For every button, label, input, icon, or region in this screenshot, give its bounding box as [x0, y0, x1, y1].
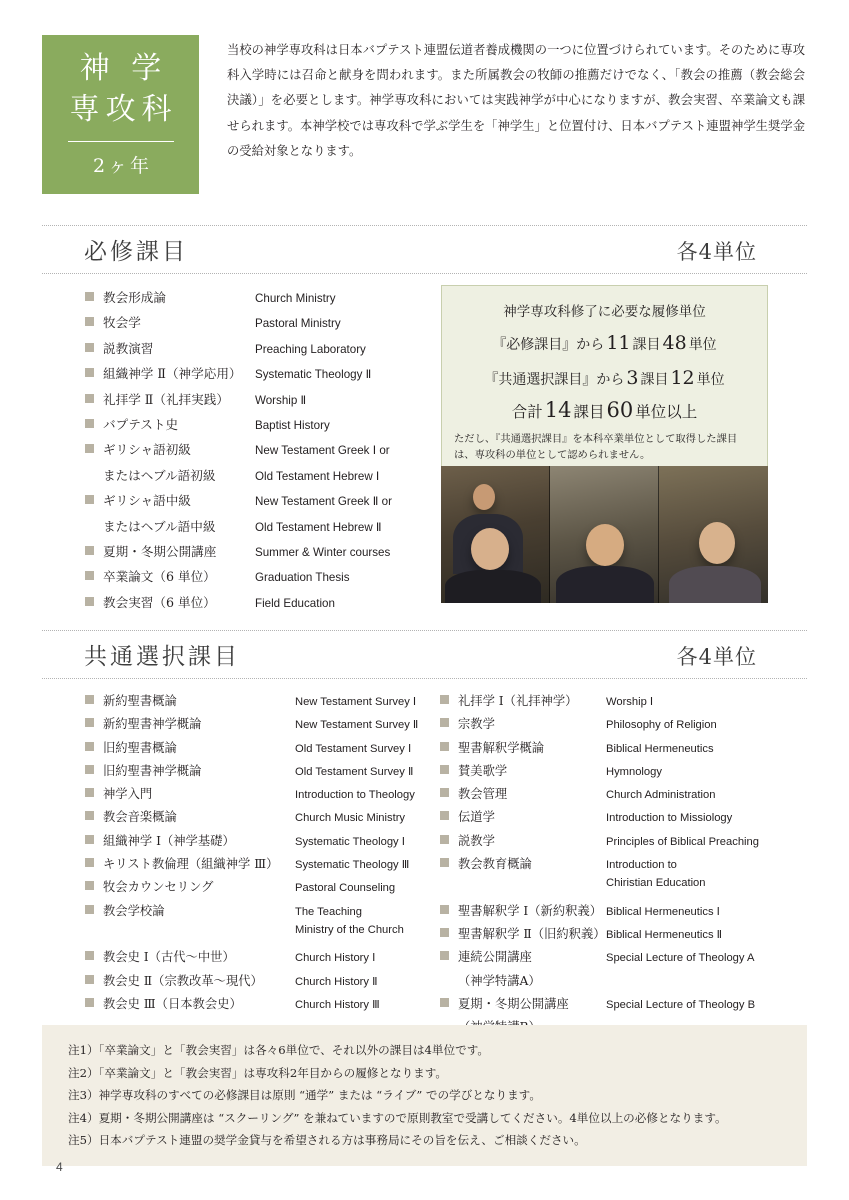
course-row [85, 338, 430, 361]
course-bullet-icon [85, 495, 94, 504]
course-name-ja: 卒業論文（6 単位） [103, 569, 216, 585]
course-row [85, 947, 430, 968]
course-name-en: Worship Ⅰ [606, 696, 654, 708]
credit-elective-courses: 3 [626, 366, 639, 389]
course-name-ja: 教会音楽概論 [103, 810, 177, 825]
credit-total-units: 60 [606, 398, 634, 422]
course-bullet-icon [85, 444, 94, 453]
course-name-en: Old Testament Survey Ⅱ [295, 765, 414, 778]
elective-course-list-right [440, 691, 790, 1040]
course-name-en: Church History Ⅱ [295, 975, 378, 988]
course-name-ja: 組織神学 Ⅱ（神学応用） [103, 366, 242, 382]
course-name-en: Church History Ⅰ [295, 952, 376, 965]
course-name-en: Principles of Biblical Preaching [606, 835, 759, 848]
credit-box-title: 神学専攻科修了に必要な履修単位 [503, 304, 706, 320]
course-name-en: Systematic Theology Ⅲ [295, 859, 410, 872]
course-row [440, 738, 790, 759]
course-bullet-icon [85, 597, 94, 606]
course-name-en: Philosophy of Religion [606, 719, 717, 732]
course-name-ja: 礼拝学 Ⅱ（礼拝実践） [103, 391, 229, 407]
course-name-ja: ギリシャ語初級 [103, 442, 191, 458]
course-bullet-icon [440, 811, 449, 820]
course-row [85, 312, 430, 335]
course-row [440, 877, 790, 898]
footnote-line: 注2）「卒業論文」と「教会実習」は専攻科2年目からの履修となります。 [68, 1065, 448, 1080]
elective-section-header [42, 630, 807, 679]
course-name-en: New Testament Survey Ⅱ [295, 719, 419, 732]
course-name-ja: 旧約聖書神学概論 [103, 763, 202, 778]
course-bullet-icon [85, 881, 94, 890]
course-row [85, 490, 430, 513]
course-row [85, 971, 430, 992]
course-bullet-icon [440, 876, 449, 885]
course-name-en: Church Administration [606, 789, 716, 802]
credit-required-pre: 『必修課目』から [492, 337, 605, 353]
credit-elective-pre: 『共通選択課目』から [484, 371, 625, 388]
course-name-en: Old Testament Survey Ⅰ [295, 742, 412, 755]
course-row [85, 691, 430, 712]
course-row [85, 465, 430, 488]
credit-box-elective-line [452, 364, 757, 393]
course-name-ja: またはヘブル語初級 [103, 467, 216, 483]
credit-required-mid: 課目 [632, 337, 661, 353]
course-name-ja: 連続公開講座 [458, 950, 532, 965]
photo-pane-right [659, 466, 768, 603]
credit-total-courses: 14 [544, 398, 572, 422]
course-bullet-icon [440, 928, 449, 937]
course-row [85, 807, 430, 828]
course-name-en: New Testament Greek Ⅰ or [255, 444, 390, 458]
required-section-title: 必修課目 [84, 239, 188, 265]
course-bullet-icon [440, 858, 449, 867]
course-name-en: Systematic Theology Ⅱ [255, 368, 372, 382]
footnotes-block [42, 1025, 807, 1166]
program-introduction: 当校の神学専攻科は日本バプテスト連盟伝道者養成機関の一つに位置づけられています。そのために専攻科入学時には召命と献身を問われます。また所属教会の牧師の推薦だけでなく、「教会の推薦（教会総会決議）」を必要とします。神学専攻科においては実践神学が中心になりますが、教会実習、卒業論文も課せられます。本神学校では専攻科で学ぶ学生を「神学生」と位置付け、日本バプテスト連盟神学生奨学金の受給対象となります。 [227, 43, 805, 158]
course-bullet-icon [85, 718, 94, 727]
elective-section-title: 共通選択課目 [84, 644, 240, 670]
course-name-en: Biblical Hermeneutics [606, 742, 714, 755]
course-name-ja: 伝道学 [458, 810, 495, 825]
photo-pane-left [441, 466, 550, 603]
course-row [85, 414, 430, 437]
course-bullet-icon [440, 695, 449, 704]
course-name-ja: バプテスト史 [103, 416, 179, 432]
course-name-ja: 教会史 Ⅲ（日本教会史） [103, 996, 242, 1011]
footnote-line: 注3）神学専攻科のすべての必修課目は原則 “通学” または “ライブ” での学びとなります。 [68, 1088, 541, 1103]
course-name-en: Church History Ⅲ [295, 998, 380, 1011]
course-name-en: New Testament Greek Ⅱ or [255, 495, 392, 509]
person-head [586, 524, 624, 566]
footnote-line: 注5）日本バプテスト連盟の奨学金貸与を希望される方は事務局にその旨を伝え、ご相談ください。 [68, 1133, 586, 1148]
course-name-en: Biblical Hermeneutics Ⅱ [606, 928, 723, 941]
course-name-ja: 賛美歌学 [458, 763, 508, 778]
course-bullet-icon [85, 905, 94, 914]
course-row [85, 994, 430, 1015]
course-row [85, 738, 430, 759]
page-number: 4 [56, 1160, 63, 1174]
course-row [440, 807, 790, 828]
elective-course-list-left [85, 691, 430, 1017]
course-bullet-icon [85, 742, 94, 751]
credit-required-post: 単位 [688, 337, 717, 353]
course-bullet-icon [85, 788, 94, 797]
course-bullet-icon [440, 788, 449, 797]
course-row [440, 761, 790, 782]
course-bullet-icon [85, 521, 94, 530]
course-name-ja: 教会形成論 [103, 290, 166, 305]
course-name-ja: 聖書解釈学概論 [458, 740, 545, 755]
person-head [471, 528, 509, 570]
course-name-en: Chiristian Education [606, 877, 706, 890]
course-name-en: Field Education [255, 596, 335, 610]
course-name-ja: 組織神学 Ⅰ（神学基礎） [103, 833, 235, 848]
course-name-ja: 夏期・冬期公開講座 [458, 996, 569, 1011]
course-row [440, 691, 790, 712]
course-name-en: Summer & Winter courses [255, 545, 391, 559]
required-section-credits: 各4単位 [676, 240, 757, 264]
course-name-ja: ギリシャ語中級 [103, 493, 191, 509]
course-name-en: Introduction to Theology [295, 789, 415, 802]
course-row [85, 854, 430, 875]
credit-total-pre: 合計 [511, 403, 543, 421]
photo-pane-center [550, 466, 659, 603]
course-row [85, 541, 430, 564]
course-bullet-icon [85, 368, 94, 377]
person-body [669, 566, 761, 603]
course-row [440, 831, 790, 852]
course-name-ja: 教会実習（6 単位） [103, 594, 216, 610]
course-name-en: Pastoral Counseling [295, 882, 396, 895]
person-body [556, 566, 654, 603]
course-row [85, 287, 430, 310]
course-bullet-icon [85, 317, 94, 326]
course-name-en: Special Lecture of Theology B [606, 998, 756, 1011]
course-row [440, 714, 790, 735]
course-name-en: Worship Ⅱ [255, 393, 307, 407]
course-row [85, 831, 430, 852]
course-name-ja: 教会史 Ⅱ（宗教改革〜現代） [103, 973, 263, 988]
course-bullet-icon [440, 765, 449, 774]
course-row [85, 592, 430, 615]
course-row [440, 901, 790, 922]
course-name-ja: 教会管理 [458, 787, 508, 802]
course-bullet-icon [85, 923, 94, 932]
program-duration: 2ヶ年 [92, 155, 153, 177]
course-name-en: Introduction to Missiology [606, 812, 733, 825]
program-title-block [42, 35, 199, 194]
course-bullet-icon [85, 546, 94, 555]
course-name-en: Special Lecture of Theology A [606, 952, 755, 965]
course-row [85, 389, 430, 412]
course-name-ja: 説教学 [458, 833, 495, 848]
page-header [42, 35, 807, 194]
footnote-line: 注1）「卒業論文」と「教会実習」は各々6単位で、それ以外の課目は4単位です。 [68, 1043, 489, 1057]
course-row [440, 971, 790, 992]
course-name-en: Biblical Hermeneutics Ⅰ [606, 905, 720, 918]
course-name-ja: 礼拝学 Ⅰ（礼拝神学） [458, 694, 578, 708]
course-row [85, 924, 430, 945]
course-name-ja: 宗教学 [458, 717, 495, 732]
course-name-ja: 夏期・冬期公開講座 [103, 543, 217, 559]
course-row [440, 784, 790, 805]
course-name-en: Hymnology [606, 765, 662, 778]
course-bullet-icon [85, 470, 94, 479]
program-title-line-2: 専攻科 [69, 91, 178, 127]
photo-divider [549, 466, 550, 603]
course-bullet-icon [440, 718, 449, 727]
course-name-en: Church Ministry [255, 292, 336, 305]
person-head [473, 484, 495, 510]
course-name-en: Introduction to [606, 859, 677, 872]
course-name-ja: 牧会カウンセリング [103, 880, 214, 895]
course-bullet-icon [440, 951, 449, 960]
course-name-ja: 説教演習 [103, 340, 154, 356]
elective-section-credits: 各4単位 [676, 645, 757, 669]
course-name-ja: またはヘブル語中級 [103, 518, 216, 534]
course-bullet-icon [85, 811, 94, 820]
course-name-ja: 神学入門 [103, 787, 153, 802]
course-bullet-icon [85, 394, 94, 403]
credit-elective-mid: 課目 [640, 371, 669, 388]
classroom-photo [441, 466, 768, 603]
course-row [85, 566, 430, 589]
course-name-ja: 聖書解釈学 Ⅰ（新約釈義） [458, 903, 603, 918]
course-name-en: Church Music Ministry [295, 812, 406, 825]
credit-total-post: 単位以上 [635, 403, 698, 421]
credit-requirement-box [441, 285, 768, 477]
course-name-ja: 牧会学 [103, 315, 141, 331]
course-bullet-icon [85, 419, 94, 428]
course-row [85, 761, 430, 782]
credit-box-note: ただし、『共通選択課目』を本科卒業単位として取得した課目は、専攻科の単位として認められません。 [454, 433, 738, 462]
course-name-en: Ministry of the Church [295, 923, 404, 936]
required-section-header [42, 225, 807, 274]
course-bullet-icon [85, 571, 94, 580]
course-row [85, 439, 430, 462]
course-row [440, 854, 790, 875]
course-name-en: Systematic Theology Ⅰ [295, 835, 406, 848]
course-bullet-icon [85, 951, 94, 960]
credit-elective-units: 12 [670, 366, 695, 389]
course-row [85, 714, 430, 735]
footnote-line: 注4）夏期・冬期公開講座は “スクーリング” を兼ねていますので原則教室で受講してください。4単位以上の必修となります。 [68, 1110, 727, 1125]
course-name-en: Baptist History [255, 418, 330, 432]
course-bullet-icon [85, 695, 94, 704]
course-bullet-icon [440, 998, 449, 1007]
course-row [440, 947, 790, 968]
person-body [445, 570, 541, 603]
course-name-en: Graduation Thesis [255, 571, 350, 585]
course-name-en: Old Testament Hebrew Ⅱ [255, 520, 382, 534]
course-name-ja: 聖書解釈学 Ⅱ（旧約釈義） [458, 926, 606, 941]
title-divider [68, 141, 174, 142]
credit-box-required-line [452, 329, 757, 358]
course-bullet-icon [440, 835, 449, 844]
course-name-en: Old Testament Hebrew Ⅰ [255, 469, 380, 483]
credit-required-units: 48 [662, 332, 687, 354]
course-bullet-icon [85, 343, 94, 352]
course-bullet-icon [85, 765, 94, 774]
photo-divider [658, 466, 659, 603]
course-bullet-icon [85, 858, 94, 867]
course-row [440, 924, 790, 945]
course-name-ja: 新約聖書概論 [103, 694, 177, 708]
course-row [85, 784, 430, 805]
course-name-ja: 旧約聖書概論 [103, 740, 177, 755]
course-name-ja: キリスト教倫理（組織神学 Ⅲ） [103, 857, 279, 872]
credit-elective-post: 単位 [696, 371, 725, 388]
course-bullet-icon [440, 742, 449, 751]
course-row [85, 363, 430, 386]
course-bullet-icon [85, 292, 94, 301]
course-name-ja: 教会史 Ⅰ（古代〜中世） [103, 950, 235, 965]
person-head [699, 522, 735, 564]
course-name-en: Preaching Laboratory [255, 342, 366, 356]
course-row [85, 516, 430, 539]
course-name-en: New Testament Survey Ⅰ [295, 696, 417, 708]
program-title-line-1: 神 学 [79, 51, 168, 86]
course-name-en: Pastoral Ministry [255, 317, 341, 331]
course-bullet-icon [85, 975, 94, 984]
course-bullet-icon [85, 998, 94, 1007]
course-name-ja: 新約聖書神学概論 [103, 717, 202, 732]
course-name-ja: （神学特講A） [458, 973, 541, 988]
course-name-ja: 教会教育概論 [458, 857, 532, 872]
credit-total-mid: 課目 [573, 403, 605, 421]
course-name-en: The Teaching [295, 905, 362, 918]
course-bullet-icon [440, 975, 449, 984]
credit-box-total-line [452, 398, 757, 422]
course-bullet-icon [440, 905, 449, 914]
credit-required-courses: 11 [606, 332, 631, 354]
course-name-ja: 教会学校論 [103, 903, 165, 918]
course-row [440, 994, 790, 1015]
course-row [85, 877, 430, 898]
course-row [85, 901, 430, 922]
course-bullet-icon [85, 835, 94, 844]
required-course-list [85, 287, 430, 617]
